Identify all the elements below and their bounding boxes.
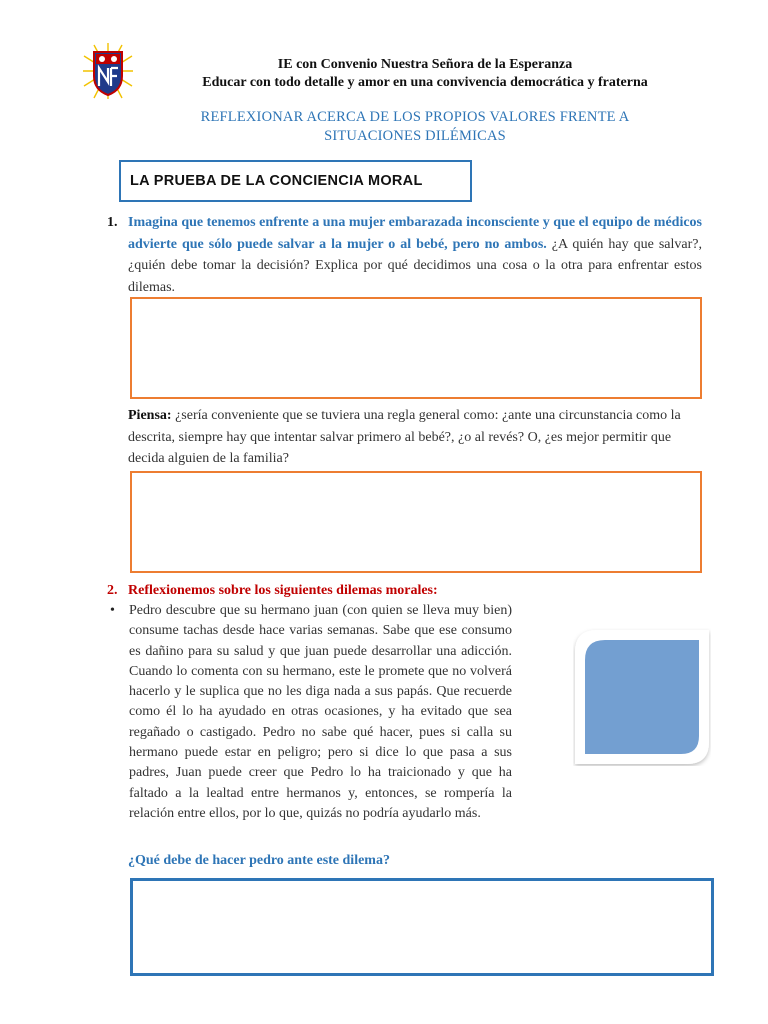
- page-title-line-2: SITUACIONES DILÉMICAS: [324, 128, 506, 144]
- question-2: [107, 583, 438, 599]
- answer-box-3[interactable]: [130, 878, 714, 976]
- section-banner: [119, 160, 472, 202]
- question-1: [128, 212, 702, 298]
- question-2-number: 2.: [107, 583, 118, 598]
- school-name: IE con Convenio Nuestra Señora de la Esperanza: [277, 57, 573, 72]
- question-2-text: Reflexionemos sobre los siguientes dilemas morales:: [128, 583, 438, 598]
- school-motto: Educar con todo detalle y amor en una convivencia democrática y fraterna: [202, 75, 648, 90]
- piensa-label: Piensa:: [128, 408, 172, 423]
- rounded-square-shape: [573, 628, 711, 766]
- piensa-paragraph: [128, 405, 702, 470]
- section-banner-text: LA PRUEBA DE LA CONCIENCIA MORAL: [130, 173, 423, 189]
- dilemma-story: Pedro descubre que su hermano juan (con quien se lleva muy bien) consume tachas desde hace varias semanas. Sabe que ese consumo es dañino para su salud y que juan puede desarrollar una adicción. Cuando lo comenta con su hermano, este le promete que no volverá hacerlo y le suplica que no les diga nada a sus papás. Que recuerde como él lo ha ayudado en otras ocasiones, y ha evitado que sea regañado o castigado. Pedro no sabe qué hacer, pues si calla su hermano puede estar en peligro; pero si dice lo que pasa a sus padres, Juan puede creer que Pedro lo ha traicionado y que ha faltado a la lealtad entre hermanos y, entonces, se rompería la relación entre ellos, por lo que, quizás no podría ayudarlo más.: [129, 603, 512, 821]
- piensa-text: ¿sería conveniente que se tuviera una regla general como: ¿ante una circunstancia como la descrita, siempre hay que intentar salvar primero al bebé?, ¿o al revés? O, ¿es mejor permitir que decida alguien de la familia?: [128, 408, 681, 466]
- answer-box-1[interactable]: [130, 297, 702, 399]
- page-title-line-1: REFLEXIONAR ACERCA DE LOS PROPIOS VALORES FRENTE A: [200, 109, 630, 125]
- question-1-highlight: Imagina que tenemos enfrente a una mujer embarazada inconsciente y que el equipo de médicos advierte que sólo puede salvar a la mujer o al bebé, pero no ambos.: [128, 215, 702, 252]
- question-1-rest: ¿A quién hay que salvar?, ¿quién debe tomar la decisión? Explica por qué decidimos una cosa o la otra para enfrentar estos dilemas.: [128, 236, 702, 295]
- story-bullet: •: [110, 603, 115, 618]
- question-3: ¿Qué debe de hacer pedro ante este dilema?: [128, 853, 390, 868]
- question-1-number: 1.: [107, 215, 118, 230]
- answer-box-2[interactable]: [130, 471, 702, 573]
- school-crest-icon: [82, 42, 134, 100]
- page-title: [100, 108, 730, 146]
